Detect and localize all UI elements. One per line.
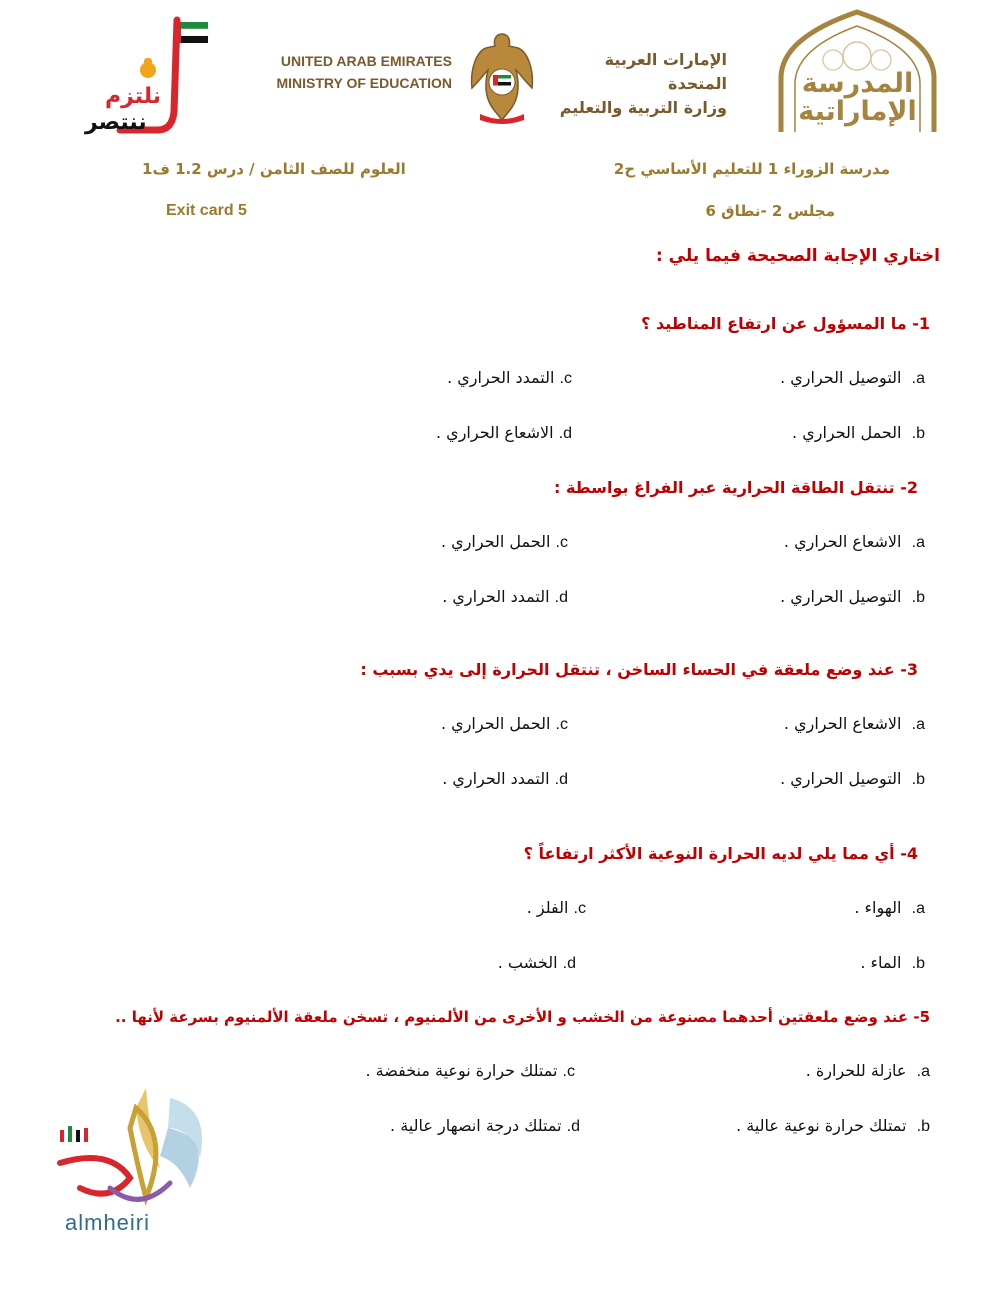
option-letter: c. [555,534,568,551]
question-3: 3- عند وضع ملعقة في الحساء الساخن ، تنتقل الحرارة إلى يدي بسبب : [360,660,918,679]
option-4c[interactable] [527,898,586,918]
option-text: التوصيل الحراري . [780,368,902,387]
option-1d[interactable] [436,423,572,443]
option-letter: b. [911,425,925,442]
option-text: التمدد الحراري . [442,769,550,788]
option-text: التوصيل الحراري . [780,587,902,606]
question-2: 2- تنتقل الطاقة الحرارية عبر الفراغ بواسطة : [553,478,918,497]
option-3d[interactable] [442,769,568,789]
option-letter: a. [911,370,925,387]
option-text: تمتلك حرارة نوعية منخفضة . [365,1061,558,1080]
option-text: التمدد الحراري . [442,587,550,606]
option-4d[interactable] [498,953,576,973]
option-1c[interactable] [447,368,572,388]
ministry-english-line2: MINISTRY OF EDUCATION [276,75,452,91]
option-3a[interactable] [784,714,925,734]
exit-card-label: Exit card 5 [166,202,247,219]
subject-lesson: العلوم للصف الثامن / درس 1.2 ف1 [142,160,406,178]
option-text: التمدد الحراري . [447,368,555,387]
almheiri-logo-graphic [50,1068,220,1218]
option-letter: b. [916,1118,930,1135]
option-3b[interactable] [780,769,925,789]
question-1: 1- ما المسؤول عن ارتفاع المناطيد ؟ [641,314,930,333]
question-4: 4- أي مما يلي لديه الحرارة النوعية الأكثر ارتفاعاً ؟ [523,844,918,863]
option-2b[interactable] [780,587,925,607]
ministry-english [272,50,452,94]
option-2c[interactable] [441,532,568,552]
option-letter: c. [559,370,572,387]
ministry-english-line1: UNITED ARAB EMIRATES [280,53,452,69]
option-4a[interactable] [854,898,925,918]
slogan-logo-text2: ننتصر [85,110,147,135]
option-text: التوصيل الحراري . [780,769,902,788]
option-letter: b. [911,771,925,788]
option-letter: a. [911,534,925,551]
option-5a[interactable] [806,1061,930,1081]
option-text: الماء . [860,953,902,972]
option-1b[interactable] [792,423,925,443]
option-text: تمتلك حرارة نوعية عالية . [736,1116,907,1135]
option-text: الحمل الحراري . [792,423,902,442]
option-2a[interactable] [784,532,925,552]
option-letter: a. [911,716,925,733]
slogan-logo [80,12,215,142]
question-5: 5- عند وضع ملعقتين أحدهما مصنوعة من الخشب و الأخرى من الألمنيوم ، تسخن ملعقة الألمنيوم بسرعة لأنها .. [115,1008,930,1026]
option-letter: c. [555,716,568,733]
option-text: الاشعاع الحراري . [436,423,554,442]
almheiri-logo-text: almheiri [65,1210,151,1235]
ministry-arabic [542,48,727,120]
option-text: الفلز . [526,898,569,917]
option-letter: d. [554,589,568,606]
almheiri-logo [50,1068,220,1248]
uae-emblem-icon [466,30,538,126]
option-letter: d. [554,771,568,788]
option-text: الخشب . [497,953,558,972]
ministry-arabic-line2: وزارة التربية والتعليم [559,98,727,117]
option-text: عازلة للحرارة . [805,1061,907,1080]
option-letter: d. [562,955,576,972]
option-5c[interactable] [365,1061,575,1081]
option-5d[interactable] [390,1116,580,1136]
option-letter: b. [911,589,925,606]
option-letter: a. [916,1063,930,1080]
option-letter: b. [911,955,925,972]
school-logo-text2: الإماراتية [798,96,917,127]
option-letter: d. [566,1118,580,1135]
option-5b[interactable] [736,1116,930,1136]
option-letter: a. [911,900,925,917]
option-text: الاشعاع الحراري . [783,532,902,551]
option-1a[interactable] [780,368,925,388]
option-text: الهواء . [854,898,902,917]
option-text: الاشعاع الحراري . [783,714,902,733]
slogan-logo-text1: نلتزم [105,84,162,109]
option-letter: c. [573,900,586,917]
council-label: مجلس 2 -نطاق 6 [705,202,835,220]
option-4b[interactable] [860,953,925,973]
option-text: تمتلك درجة انصهار عالية . [390,1116,562,1135]
ministry-arabic-line1: الإمارات العربية المتحدة [604,50,727,93]
emirati-school-logo [775,8,940,136]
option-letter: c. [562,1063,575,1080]
instruction-text: اختاري الإجابة الصحيحة فيما يلي : [655,246,940,266]
option-text: الحمل الحراري . [441,714,551,733]
school-logo-text1: المدرسة [801,68,914,99]
school-name: مدرسة الزوراء 1 للتعليم الأساسي ح2 [613,160,890,178]
option-text: الحمل الحراري . [441,532,551,551]
option-letter: d. [558,425,572,442]
option-3c[interactable] [441,714,568,734]
option-2d[interactable] [442,587,568,607]
